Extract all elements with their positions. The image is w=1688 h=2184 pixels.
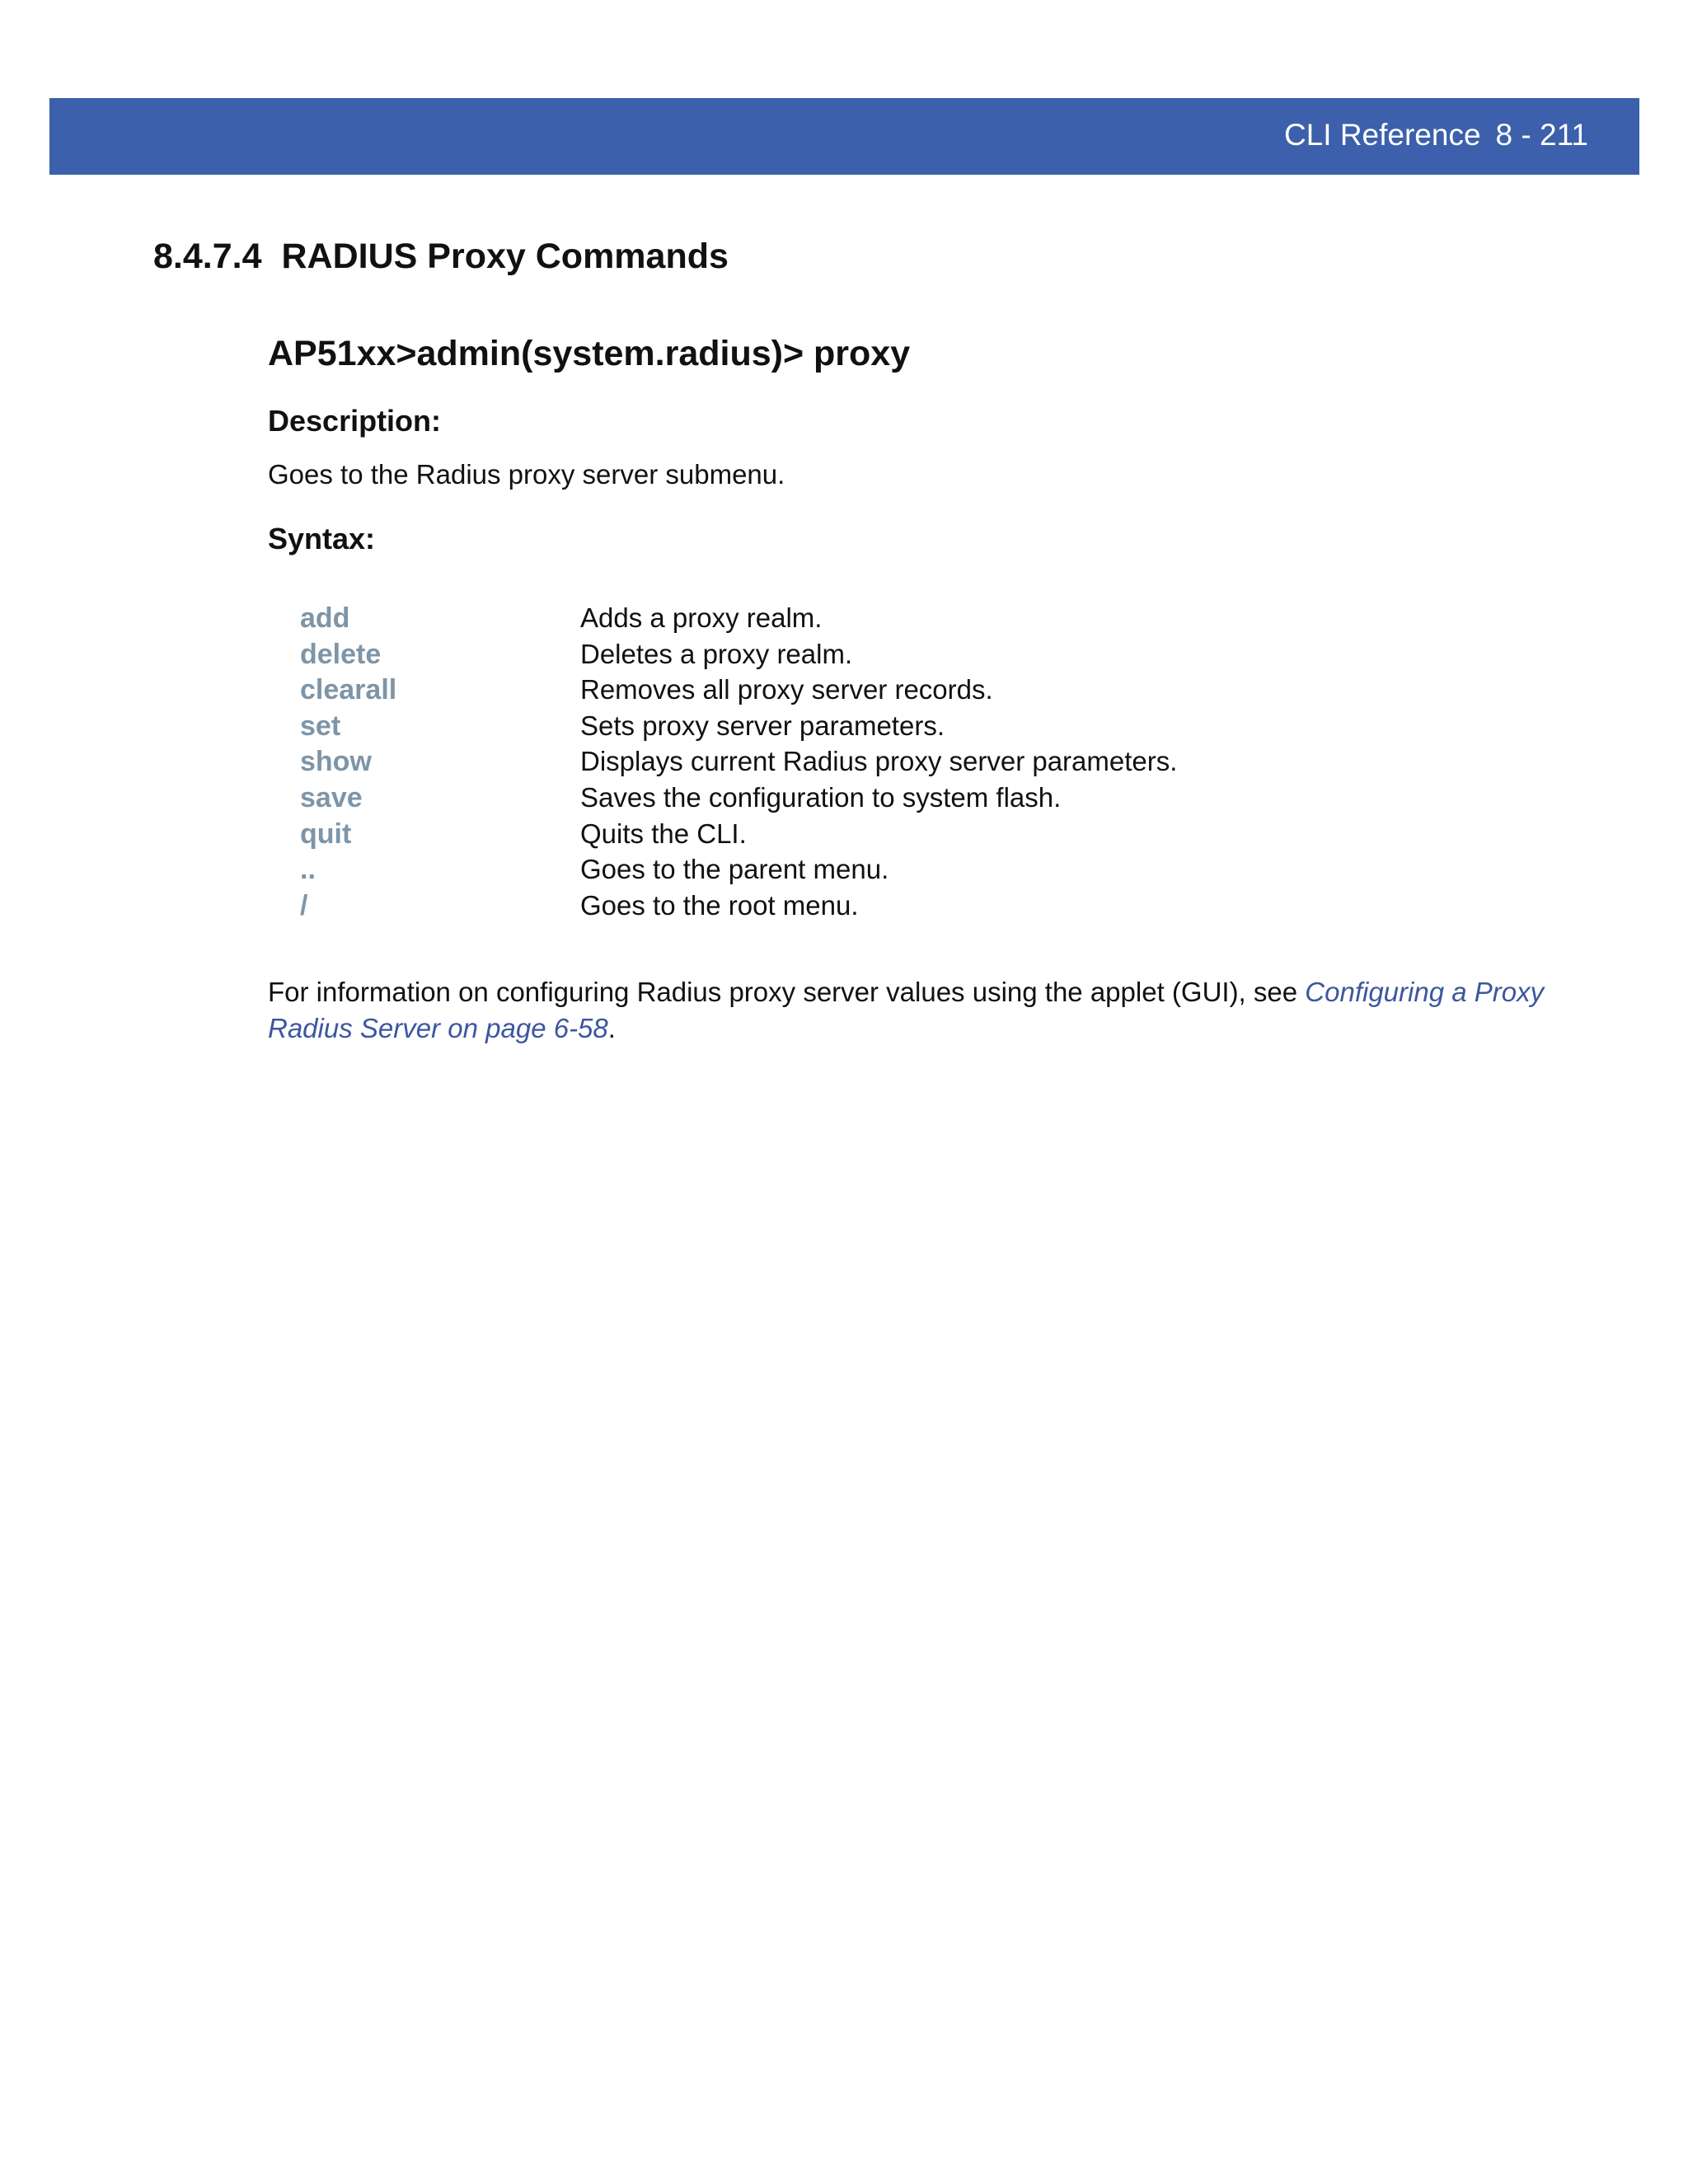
section-heading (153, 237, 729, 277)
command-description: Sets proxy server parameters. (580, 710, 945, 741)
page-header-band (49, 98, 1639, 175)
info-text-end: . (607, 1013, 616, 1043)
syntax-label: Syntax: (268, 522, 376, 555)
command-name: show (300, 746, 372, 778)
command-name: add (300, 602, 350, 634)
header-section-title: CLI Reference (1283, 118, 1481, 152)
command-name: clearall (300, 674, 397, 706)
command-name: quit (300, 818, 352, 850)
info-text: For information on configuring Radius proxy server values using the applet (GUI), see (268, 977, 1306, 1007)
command-name: delete (300, 638, 382, 670)
cross-reference-link[interactable]: Configuring a Proxy Radius Server on page 6-58 (268, 977, 1545, 1043)
command-description: Goes to the parent menu. (580, 854, 889, 885)
description-text: Goes to the Radius proxy server submenu. (268, 459, 785, 490)
command-title: AP51xx>admin(system.radius)> proxy (268, 334, 911, 373)
command-description: Deletes a proxy realm. (580, 638, 853, 669)
command-name: set (300, 710, 341, 742)
command-description: Saves the configuration to system flash. (580, 781, 1062, 813)
command-description: Displays current Radius proxy server parameters. (580, 746, 1178, 777)
command-description: Removes all proxy server records. (580, 674, 993, 705)
command-description: Goes to the root menu. (580, 889, 859, 921)
description-label: Description: (268, 404, 442, 438)
header-page-number: 8 - 211 (1495, 118, 1588, 152)
section-number: 8.4.7.4 (153, 237, 262, 276)
command-name: save (300, 781, 363, 813)
section-title: RADIUS Proxy Commands (281, 237, 729, 276)
command-name: .. (300, 854, 316, 886)
command-description: Quits the CLI. (580, 818, 747, 849)
gui-reference-paragraph (268, 974, 1620, 1047)
command-name: / (300, 889, 308, 921)
running-header (1284, 118, 1588, 152)
command-description: Adds a proxy realm. (580, 602, 823, 633)
